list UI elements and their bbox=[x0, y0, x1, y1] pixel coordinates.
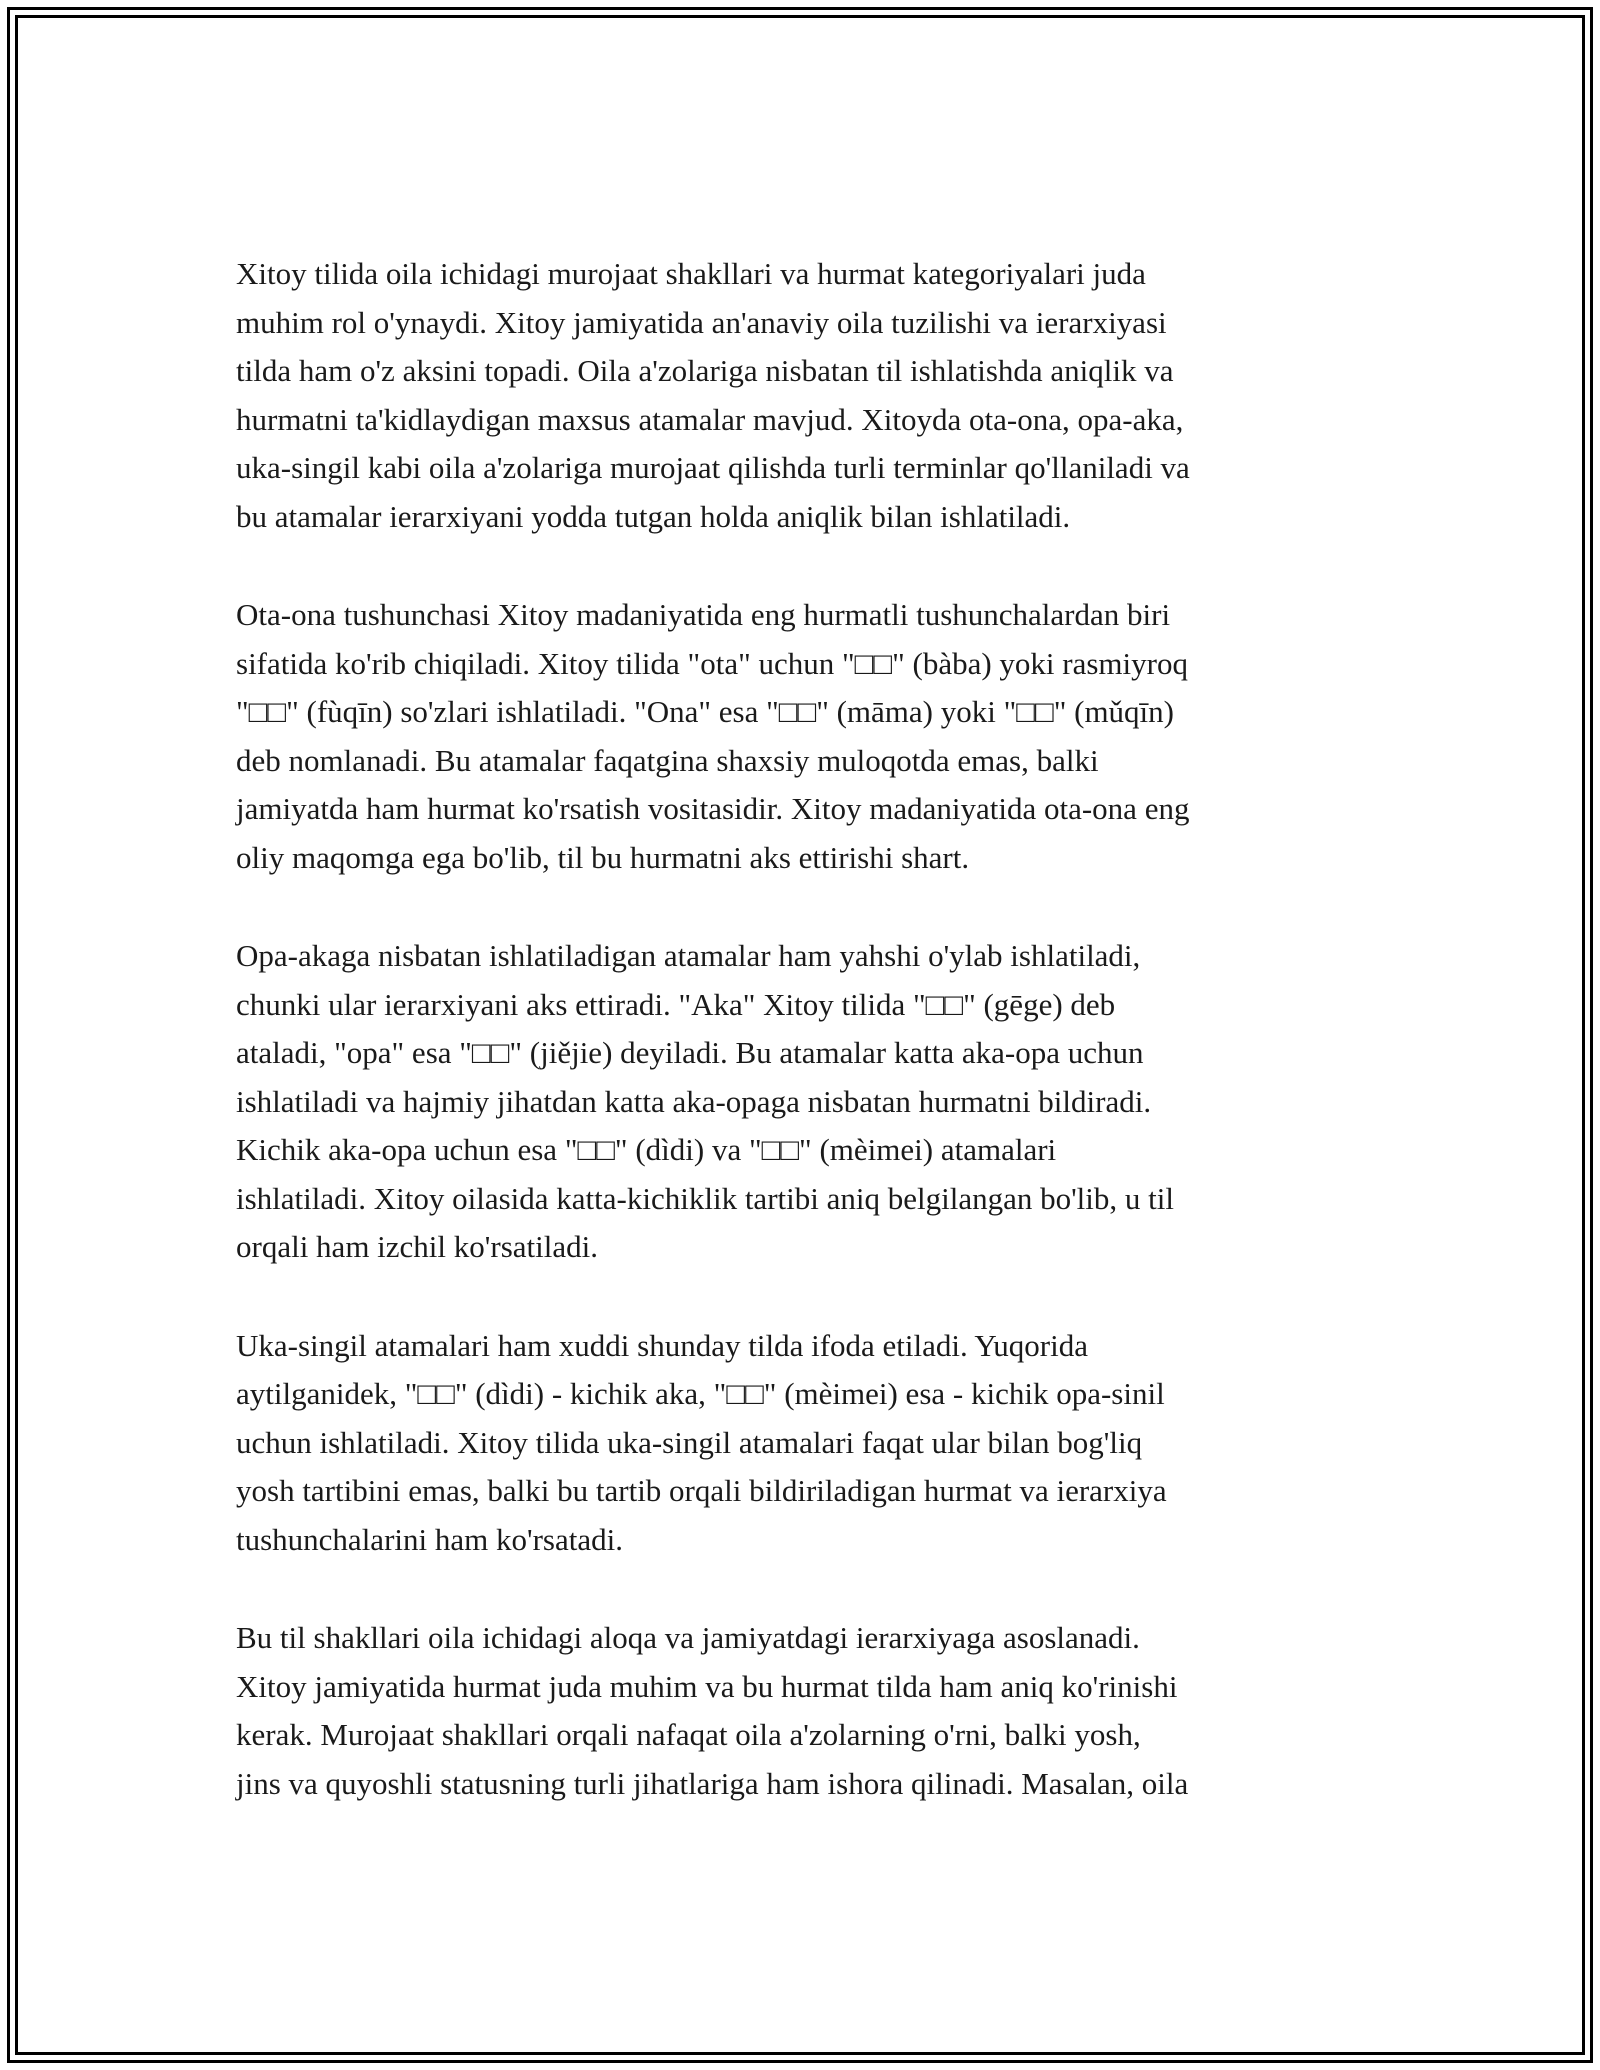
paragraph-1: Xitoy tilida oila ichidagi murojaat shakllari va hurmat kategoriyalari juda muhim rol o'ynaydi. Xitoy jamiyatida an'anaviy oila tuzilishi va ierarxiyasi tilda ham o'z aksini topadi. Oila a'zolariga nisbatan til ishlatishda aniqlik va hurmatni ta'kidlaydigan maxsus atamalar mavjud. Xitoyda ota-ona, opa-aka, uka-singil kabi oila a'zolariga murojaat qilishda turli terminlar qo'llaniladi va bu atamalar ierarxiyani yodda tutgan holda aniqlik bilan ishlatiladi. bbox=[236, 256, 1190, 534]
paragraph-4: Uka-singil atamalari ham xuddi shunday tilda ifoda etiladi. Yuqorida aytilganidek, "□□" (dìdi) - kichik aka, "□□" (mèimei) esa - kichik opa-sinil uchun ishlatiladi. Xitoy tilida uka-singil atamalari faqat ular bilan bog'liq yosh tartibini emas, balki bu tartib orqali bildiriladigan hurmat va ierarxiya tushunchalarini ham ko'rsatadi. bbox=[236, 1327, 1167, 1557]
paragraph-2: Ota-ona tushunchasi Xitoy madaniyatida eng hurmatli tushunchalardan biri sifatida ko'rib chiqiladi. Xitoy tilida "ota" uchun "□□" (bàba) yoki rasmiyroq "□□" (fùqīn) so'zlari ishlatiladi. "Ona" esa "□□" (māma) yoki "□□" (mǔqīn) deb nomlanadi. Bu atamalar faqatgina shaxsiy muloqotda emas, balki jamiyatda ham hurmat ko'rsatish vositasidir. Xitoy madaniyatida ota-ona eng oliy maqomga ega bo'lib, til bu hurmatni aks ettirishi shart. bbox=[236, 597, 1190, 875]
document-body bbox=[236, 250, 1376, 1808]
paragraph-5: Bu til shakllari oila ichidagi aloqa va jamiyatdagi ierarxiyaga asoslanadi. Xitoy jamiyatida hurmat juda muhim va bu hurmat tilda ham aniq ko'rinishi kerak. Murojaat shakllari orqali nafaqat oila a'zolarning o'rni, balki yosh, jins va quyoshli statusning turli jihatlariga ham ishora qilinadi. Masalan, oila bbox=[236, 1620, 1189, 1801]
paragraph-3: Opa-akaga nisbatan ishlatiladigan atamalar ham yahshi o'ylab ishlatiladi, chunki ular ierarxiyani aks ettiradi. "Aka" Xitoy tilida "□□" (gēge) deb ataladi, "opa" esa "□□" (jiějie) deyiladi. Bu atamalar katta aka-opa uchun ishlatiladi va hajmiy jihatdan katta aka-opaga nisbatan hurmatni bildiradi. Kichik aka-opa uchun esa "□□" (dìdi) va "□□" (mèimei) atamalari ishlatiladi. Xitoy oilasida katta-kichiklik tartibi aniq belgilangan bo'lib, u til orqali ham izchil ko'rsatiladi. bbox=[236, 938, 1174, 1264]
